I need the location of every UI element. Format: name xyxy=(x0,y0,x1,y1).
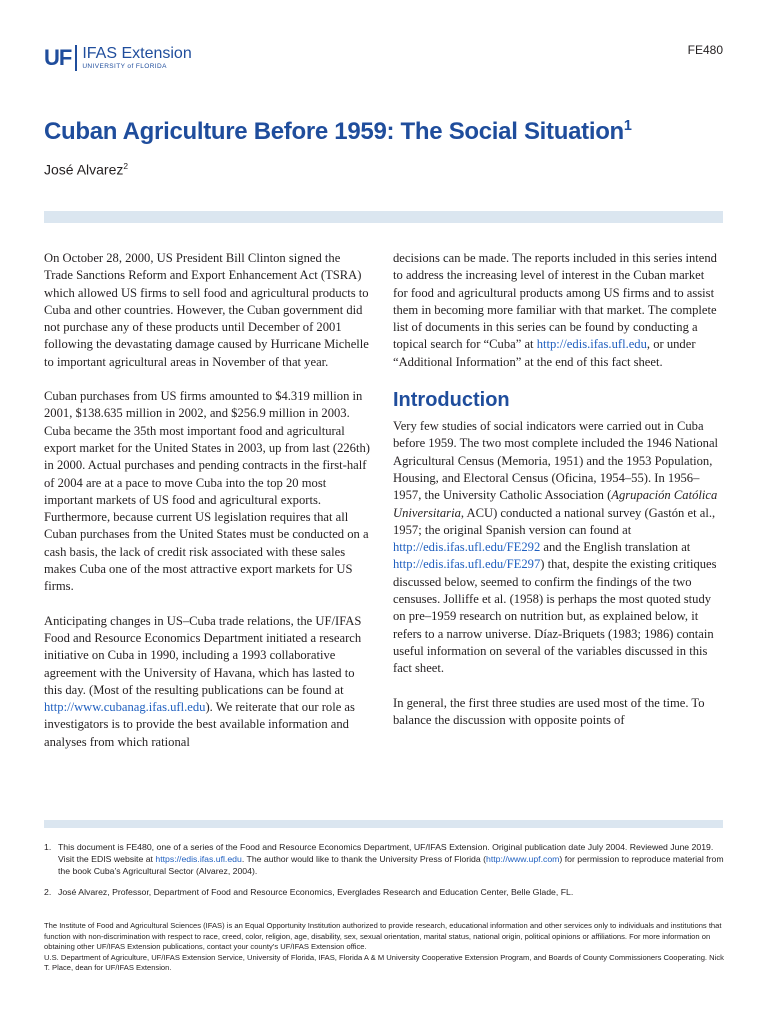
title-text: Cuban Agriculture Before 1959: The Social Situation xyxy=(44,118,624,145)
paragraph-text: Anticipating changes in US–Cuba trade relations, the UF/IFAS Food and Resource Economics Department initiated a research initiative on Cuba in 1990, including a 1993 collaborative agreement with the University of Havana, which has lasted to this day. (Most of the resulting publications can be found at xyxy=(44,613,362,697)
logo-divider xyxy=(75,45,77,71)
paragraph xyxy=(393,418,721,677)
paragraph-text: ) that, despite the existing critiques discussed below, seemed to confirm the findings of the two censuses. Jolliffe et al. (1958) is perhaps the most quoted study on pre–1959 research on nutrition but, as explained below, it refers to a narrow universe. Díaz-Briquets (1983; 1986) contain useful information on several of the variables discussed in this fact sheet. xyxy=(393,557,717,676)
fe297-link[interactable]: http://edis.ifas.ufl.edu/FE297 xyxy=(393,557,541,572)
title-footnote-ref[interactable]: 1 xyxy=(623,118,632,134)
paragraph-italic: Agrupación Católica Universitaria xyxy=(393,488,718,520)
footnotes xyxy=(44,841,724,906)
logo-name: IFAS Extension xyxy=(82,44,192,62)
footnote-number: 2. xyxy=(44,886,52,897)
footnote-text xyxy=(58,841,724,878)
author-name: José Alvarez xyxy=(44,161,124,178)
footnote-2 xyxy=(44,886,724,898)
paragraph: On October 28, 2000, US President Bill Clinton signed the Trade Sanctions Reform and Export Enhancement Act (TSRA) which allowed US firms to sell food and agricultural products to Cuba and other countries. However, the Cuban government did not purchase any of these products until December of 2001 following the devastating damage caused by Hurricane Michelle to important agricultural areas in November of that year. xyxy=(44,251,369,369)
left-column xyxy=(44,250,372,768)
fe292-link[interactable]: http://edis.ifas.ufl.edu/FE292 xyxy=(393,540,541,555)
logo-text xyxy=(82,46,191,71)
uf-logo-mark: UF xyxy=(44,45,72,70)
footnote-text-part: ) for permission to reproduce material from the book Cuba’s Agricultural Sector (Alvarez, 2004). xyxy=(58,854,724,877)
footnote-divider-band xyxy=(44,820,723,828)
section-heading-introduction: Introduction xyxy=(393,389,510,412)
ifas-logo xyxy=(44,42,192,74)
footnote-text-part: . The author would like to thank the University Press of Florida ( xyxy=(241,854,487,865)
upf-link[interactable]: http://www.upf.com xyxy=(486,854,560,865)
right-column xyxy=(393,250,721,746)
cubanag-link[interactable]: http://www.cubanag.ifas.ufl.edu xyxy=(44,700,206,715)
paragraph: In general, the first three studies are used most of the time. To balance the discussion with opposite points of xyxy=(393,695,705,727)
logo-subtitle: UNIVERSITY of FLORIDA xyxy=(82,62,167,70)
paragraph-text: ). We reiterate that our role as investigators is to provide the best available information and analyses from which rational xyxy=(44,700,355,749)
footnote-1 xyxy=(44,841,724,878)
paragraph-text: decisions can be made. The reports included in this series intend to address the increasing level of interest in the Cuban market for food and agricultural products among US firms and to assist them in becoming more familiar with that market. The complete list of documents in this series can be found by conducting a topical search for “Cuba” at xyxy=(393,251,717,352)
paragraph: Cuban purchases from US firms amounted to $4.319 million in 2001, $138.635 million in 2002, and $256.9 million in 2003. Cuba became the 35th most important food and agricultural export market for the United States in 2003, up from last (226th) in 2000. Actual purchases and pending contracts in the first-half of 2004 are at a pace to move Cuba into the top 20 most important markets of US food and agricultural exports. Furthermore, because current US legislation requires that all Cuban purchases from the United States must be conducted on a cash basis, the lack of credit risk associated with these sales makes Cuba one of the most attractive export markets for US firms. xyxy=(44,389,370,594)
paragraph xyxy=(393,250,721,371)
edis-website-link[interactable]: https://edis.ifas.ufl.edu xyxy=(155,854,242,865)
paragraph-text: , or under “Additional Information” at the end of this fact sheet. xyxy=(393,337,696,369)
legal-paragraph: The Institute of Food and Agricultural Sciences (IFAS) is an Equal Opportunity Institution authorized to provide research, educational information and other services only to individuals and institutions that function with non-discrimination with respect to race, creed, color, religion, age, disability, sex, sexual orientation, marital status, national origin, political opinions or affiliations. For more information on obtaining other UF/IFAS Extension publications, contact your county’s UF/IFAS Extension office. xyxy=(44,921,722,952)
paragraph-text: , ACU) conducted a national survey (Gastón et al., 1957; the original Spanish version can found at xyxy=(393,505,716,537)
paragraph-text: and the English translation at xyxy=(540,540,691,555)
legal-paragraph: U.S. Department of Agriculture, UF/IFAS Extension Service, University of Florida, IFAS, Florida A & M University Cooperative Extension Program, and Boards of County Commissioners Cooperating. Nick T. Place, dean for UF/IFAS Extension. xyxy=(44,952,724,973)
legal-notice xyxy=(44,921,724,974)
edis-link[interactable]: http://edis.ifas.ufl.edu xyxy=(536,337,647,352)
author-line xyxy=(44,161,128,178)
footnote-text-part: This document is FE480, one of a series of the Food and Resource Economics Department, UF/IFAS Extension. Original publication date July 2004. Reviewed June 2019. Visit the EDIS website at xyxy=(58,842,714,865)
paragraph-text: Very few studies of social indicators were carried out in Cuba before 1959. The two most complete included the 1946 National Agricultural Census (Memoria, 1951) and the 1953 Population, Housing, and Electoral Census (Oficina, 1954–55). In 1956–1957, the University Catholic Association ( xyxy=(393,419,719,503)
page-title xyxy=(44,118,632,146)
paragraph xyxy=(44,613,372,751)
footnote-text: José Alvarez, Professor, Department of Food and Resource Economics, Everglades Research and Education Center, Belle Glade, FL. xyxy=(58,886,574,897)
footnote-number: 1. xyxy=(44,842,52,852)
header-divider-band xyxy=(44,211,723,223)
document-id: FE480 xyxy=(687,43,723,57)
author-footnote-ref[interactable]: 2 xyxy=(123,161,129,171)
